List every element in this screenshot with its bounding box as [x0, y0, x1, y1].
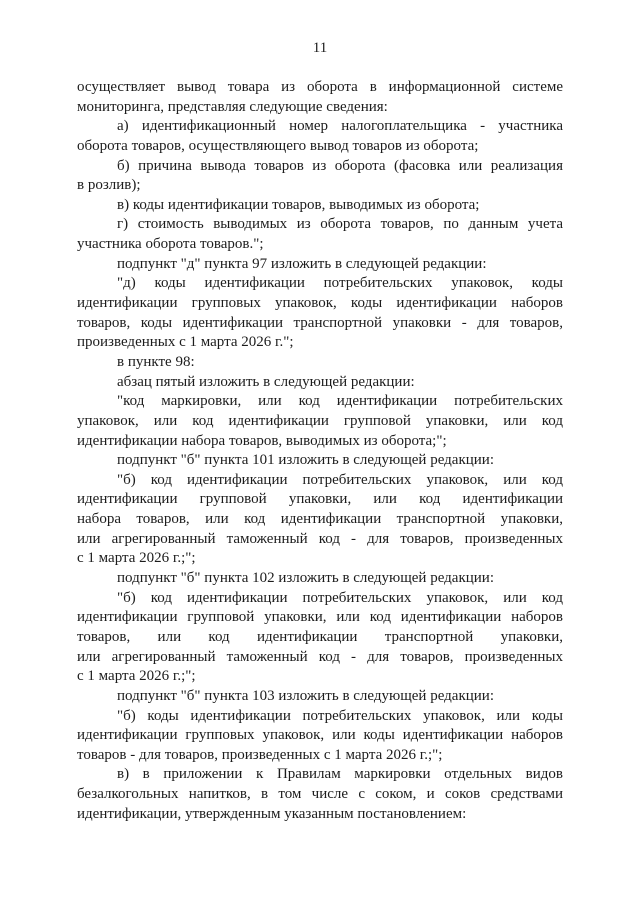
text-line: безалкогольных напитков, в том числе с соком, и соков средствами: [77, 786, 563, 803]
paragraph: [77, 274, 563, 353]
text-line: упаковок, или код идентификации групповой упаковки, или код: [77, 412, 563, 429]
paragraph: [77, 687, 563, 707]
text-line: идентификации групповой упаковки, или код идентификации: [77, 491, 563, 508]
text-line: произведенных с 1 марта 2026 г.";: [77, 334, 294, 351]
text-line: идентификации, утвержденным указанным постановлением:: [77, 805, 467, 822]
text-line: "б) коды идентификации потребительских упаковок, или коды: [117, 707, 563, 724]
text-line: "б) код идентификации потребительских упаковок, или код: [117, 471, 563, 488]
text-line: в) в приложении к Правилам маркировки отдельных видов: [117, 766, 563, 783]
text-line: или агрегированный таможенный код - для товаров, произведенных: [77, 648, 563, 665]
text-line: б) причина вывода товаров из оборота (фасовка или реализация: [117, 157, 563, 174]
paragraph: [77, 765, 563, 824]
text-line: подпункт "д" пункта 97 изложить в следующей редакции:: [117, 255, 487, 272]
text-line: абзац пятый изложить в следующей редакции:: [117, 373, 415, 390]
paragraph: [77, 117, 563, 156]
paragraph: [77, 451, 563, 471]
paragraph: [77, 373, 563, 393]
document-body: [77, 78, 563, 824]
text-line: оборота товаров, осуществляющего вывод товаров из оборота;: [77, 137, 479, 154]
paragraph: [77, 707, 563, 766]
paragraph: [77, 255, 563, 275]
text-line: а) идентификационный номер налогоплательщика - участника: [117, 118, 563, 135]
paragraph: [77, 353, 563, 373]
text-line: с 1 марта 2026 г.;";: [77, 668, 196, 685]
text-line: "код маркировки, или код идентификации потребительских: [117, 393, 563, 410]
text-line: идентификации групповых упаковок, или коды идентификации наборов: [77, 727, 563, 744]
page-number: 11: [312, 40, 328, 56]
text-line: "д) коды идентификации потребительских упаковок, коды: [117, 275, 563, 292]
text-line: или агрегированный таможенный код - для товаров, произведенных: [77, 530, 563, 547]
text-line: подпункт "б" пункта 103 изложить в следующей редакции:: [117, 687, 494, 704]
paragraph: [77, 589, 563, 687]
text-line: мониторинга, представляя следующие сведения:: [77, 98, 388, 115]
paragraph: [77, 215, 563, 254]
text-line: подпункт "б" пункта 101 изложить в следующей редакции:: [117, 452, 494, 469]
text-line: идентификации групповых упаковок, коды идентификации наборов: [77, 295, 563, 312]
text-line: с 1 марта 2026 г.;";: [77, 550, 196, 567]
text-line: "б) код идентификации потребительских упаковок, или код: [117, 589, 563, 606]
text-line: подпункт "б" пункта 102 изложить в следующей редакции:: [117, 570, 494, 587]
text-line: товаров - для товаров, произведенных с 1 марта 2026 г.;";: [77, 746, 443, 763]
paragraph: [77, 392, 563, 451]
text-line: участника оборота товаров.";: [77, 236, 264, 253]
text-line: идентификации групповой упаковки, или код идентификации наборов: [77, 609, 563, 626]
text-line: в) коды идентификации товаров, выводимых из оборота;: [117, 196, 480, 213]
text-line: товаров, или код идентификации транспортной упаковки,: [77, 628, 563, 645]
text-line: осуществляет вывод товара из оборота в информационной системе: [77, 79, 563, 95]
text-line: в розлив);: [77, 177, 141, 194]
text-line: идентификации набора товаров, выводимых из оборота;";: [77, 432, 447, 449]
paragraph: [77, 157, 563, 196]
text-line: г) стоимость выводимых из оборота товаров, по данным учета: [117, 216, 563, 233]
paragraph: [77, 569, 563, 589]
paragraph: [77, 78, 563, 117]
text-line: набора товаров, или код идентификации транспортной упаковки,: [77, 511, 563, 528]
paragraph: [77, 196, 563, 216]
paragraph: [77, 471, 563, 569]
text-line: товаров, коды идентификации транспортной упаковки - для товаров,: [77, 314, 563, 331]
text-line: в пункте 98:: [117, 353, 195, 370]
